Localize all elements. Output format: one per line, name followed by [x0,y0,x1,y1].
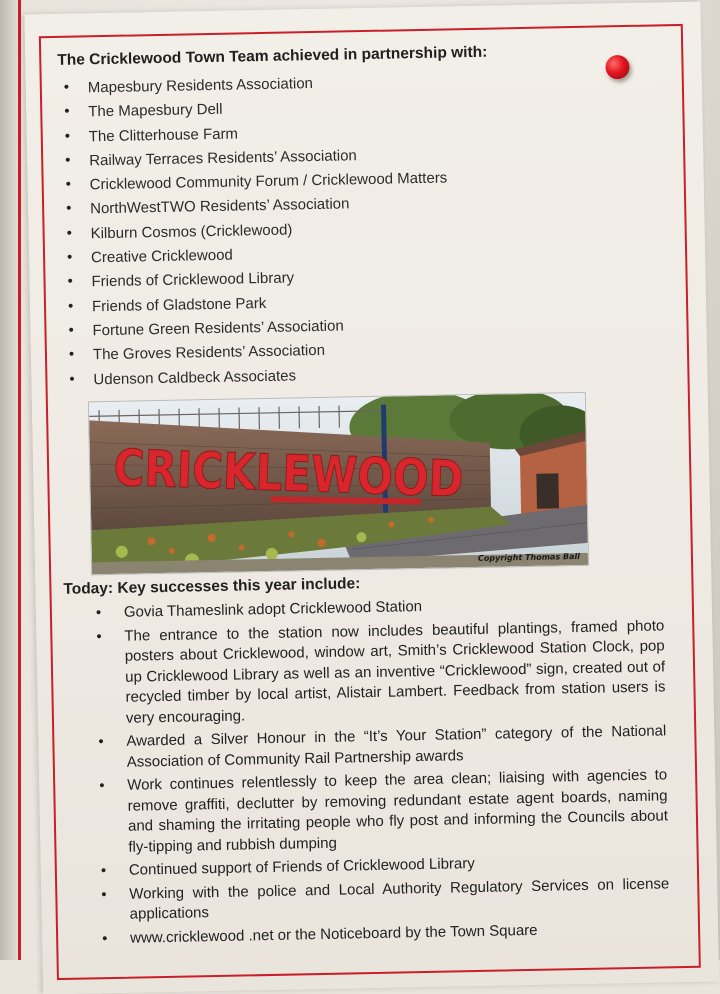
list-item: • The entrance to the station now includes beautiful plantings, framed photo posters about Cricklewood, window art, Smith’s Cricklewood Station Clock, pop up Cricklewood Library as well as an inventive “Cricklewood” sign, created out of recycled timber by local artist, Alistair Lambert. Feedback from station users is very encouraging. [124,616,666,729]
list-item: • Fortune Green Residents’ Association [92,315,450,346]
successes-heading: Today: Key successes this year include: [63,575,360,599]
partners-list [88,72,452,395]
list-item: • Cricklewood Community Forum / Cricklewood Matters [90,170,448,201]
partners-heading: The Cricklewood Town Team achieved in partnership with: [57,44,487,70]
list-item: • Work continues relentlessly to keep the area clean; liaising with agencies to remove graffiti, declutter by removing redundant estate agent boards, naming and shaming the irritating people who fly post and informing the Councils about fly-tipping and rubbish dumping [127,765,668,857]
list-item: • Mapesbury Residents Association [88,72,446,103]
list-item: • Railway Terraces Residents’ Association [89,145,447,176]
list-item: • NorthWestTWO Residents’ Association [90,194,448,225]
cricklewood-sign-photo [88,392,589,576]
list-item: • The Mapesbury Dell [88,97,446,128]
list-item: • Continued support of Friends of Cricklewood Library [129,850,669,881]
list-item: • The Clitterhouse Farm [89,121,447,152]
list-item: • Govia Thameslink adopt Cricklewood Station [124,592,664,623]
list-item: • Awarded a Silver Honour in the “It’s Your Station” category of the National Association of Community Rail Partnership awards [126,721,667,772]
list-item: • Working with the police and Local Authority Regulatory Services on license applications [129,874,670,925]
list-item: • Kilburn Cosmos (Cricklewood) [90,218,448,249]
sign-text: CRICKLEWOOD [113,439,465,509]
list-item: • www.cricklewood .net or the Noticeboard by the Town Square [130,918,670,949]
list-item: • Friends of Gladstone Park [92,291,450,322]
adjacent-page-edge [0,0,21,960]
list-item: • The Groves Residents’ Association [93,340,451,371]
photo-copyright: Copyright Thomas Ball [478,552,580,563]
list-item: • Udenson Caldbeck Associates [93,364,451,395]
flyer-page [24,2,719,994]
list-item: • Creative Cricklewood [91,243,449,274]
successes-list [124,592,671,951]
list-item: • Friends of Cricklewood Library [91,267,449,298]
